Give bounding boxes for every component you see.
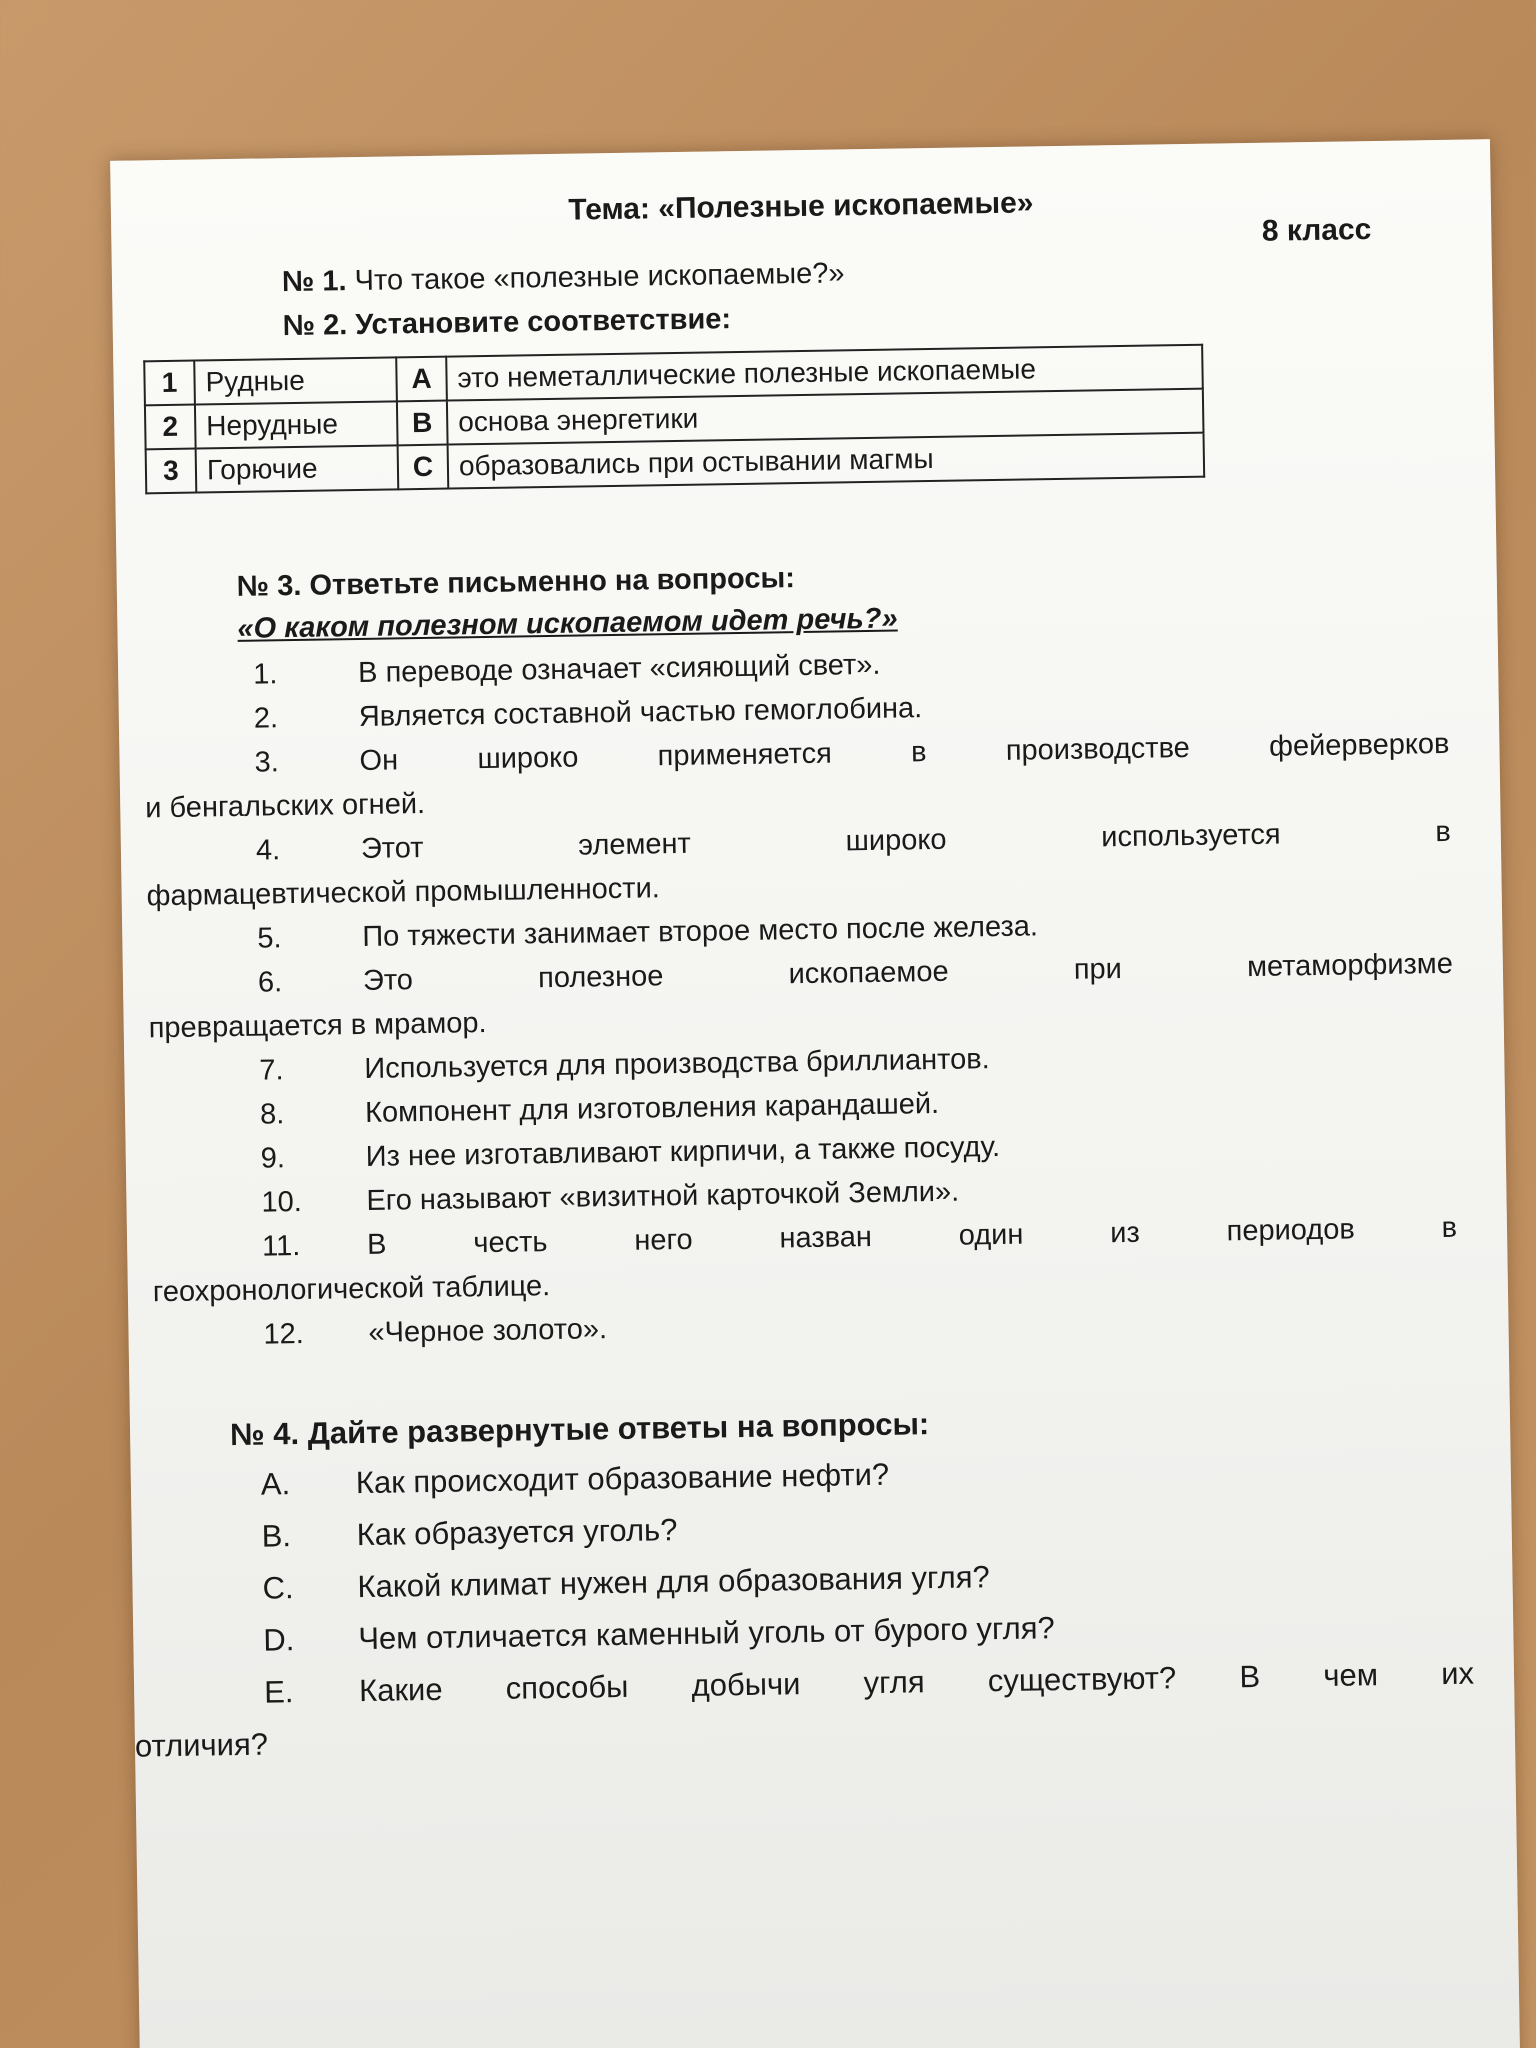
item-number: 4. bbox=[255, 834, 281, 867]
item-number: 11. bbox=[261, 1229, 301, 1263]
item-text: Этот элемент широко используется в bbox=[360, 815, 1452, 865]
table-cell-letter: A bbox=[396, 357, 447, 402]
question-2-text: Установите соответствие: bbox=[355, 303, 732, 342]
item-text: Используется для производства бриллиантов. bbox=[364, 1043, 990, 1085]
item-number: 1. bbox=[252, 658, 278, 691]
table-cell-kind: Рудные bbox=[194, 357, 397, 404]
table-cell-letter: C bbox=[398, 445, 449, 490]
grade-label: 8 класс bbox=[1261, 213, 1372, 248]
item-continuation: фармацевтической промышленности. bbox=[146, 872, 661, 913]
item-letter: D. bbox=[263, 1622, 295, 1658]
item-number: 6. bbox=[257, 966, 283, 999]
item-text: Компонент для изготовления карандашей. bbox=[364, 1087, 940, 1129]
item-number: 10. bbox=[261, 1185, 303, 1219]
item-number: 3. bbox=[254, 746, 279, 779]
page-title: Тема: «Полезные ископаемые» bbox=[568, 186, 1034, 227]
table-cell-description: образовались при остывании магмы bbox=[448, 433, 1205, 489]
table-cell-kind: Нерудные bbox=[195, 401, 398, 448]
item-number: 2. bbox=[253, 702, 279, 735]
item-number: 9. bbox=[260, 1142, 286, 1175]
matching-table bbox=[143, 344, 1205, 495]
item-text: Из нее изготавливают кирпичи, а также посуду. bbox=[365, 1130, 1001, 1173]
item-text: В честь него назван один из периодов в bbox=[366, 1211, 1458, 1261]
question-1 bbox=[282, 257, 845, 299]
item-text: «Черное золото». bbox=[368, 1313, 608, 1349]
item-continuation: и бенгальских огней. bbox=[145, 787, 426, 825]
item-text: Является составной частью гемоглобина. bbox=[358, 692, 923, 733]
list-item bbox=[128, 1299, 1509, 1365]
question-1-text: Что такое «полезные ископаемые?» bbox=[354, 257, 845, 298]
item-letter: E. bbox=[263, 1674, 294, 1710]
item-text: Какие способы добычи угля существуют? В чем их bbox=[358, 1655, 1475, 1709]
item-number: 7. bbox=[259, 1054, 284, 1087]
item-text: Он широко применяется в производстве фейерверков bbox=[359, 727, 1450, 777]
table-cell-description: это неметаллические полезные ископаемые bbox=[446, 345, 1203, 401]
question-3-text: Ответьте письменно на вопросы: bbox=[309, 562, 796, 602]
table-cell-number: 1 bbox=[144, 361, 195, 406]
item-letter: A. bbox=[260, 1466, 291, 1502]
question-4-title: № 4. Дайте развернутые ответы на вопросы: bbox=[229, 1406, 930, 1453]
item-number: 8. bbox=[259, 1098, 285, 1131]
item-text: Это полезное ископаемое при метаморфизме bbox=[362, 947, 1454, 997]
question-1-number: № 1. bbox=[281, 265, 347, 299]
question-2 bbox=[282, 303, 731, 343]
question-3-number: № 3. bbox=[236, 569, 302, 603]
item-number: 12. bbox=[263, 1317, 305, 1351]
question-3 bbox=[237, 562, 796, 604]
table-cell-kind: Горючие bbox=[196, 445, 399, 492]
item-continuation: отличия? bbox=[134, 1726, 269, 1764]
item-number: 5. bbox=[257, 922, 282, 955]
item-letter: B. bbox=[261, 1518, 292, 1554]
item-text: В переводе означает «сияющий свет». bbox=[357, 648, 881, 690]
worksheet-content bbox=[110, 139, 1490, 1764]
list-item bbox=[121, 815, 1502, 881]
item-text: Какой климат нужен для образования угля? bbox=[357, 1559, 991, 1605]
worksheet-paper bbox=[110, 139, 1521, 2048]
item-text: По тяжести занимает второе место после железа. bbox=[362, 910, 1039, 953]
question-3-subtitle: «О каком полезном ископаемом идет речь?» bbox=[237, 602, 898, 645]
item-text: Его называют «визитной карточкой Земли». bbox=[366, 1175, 960, 1217]
item-continuation: превращается в мрамор. bbox=[148, 1007, 487, 1045]
table-cell-number: 2 bbox=[145, 405, 196, 450]
question-2-number: № 2. bbox=[282, 309, 348, 343]
item-letter: C. bbox=[262, 1570, 294, 1606]
table-cell-number: 3 bbox=[146, 449, 197, 494]
item-continuation: геохронологической таблице. bbox=[152, 1270, 551, 1309]
item-text: Как происходит образование нефти? bbox=[355, 1456, 890, 1501]
table-cell-description: основа энергетики bbox=[447, 389, 1204, 445]
item-text: Как образуется уголь? bbox=[356, 1512, 678, 1553]
table-cell-letter: B bbox=[397, 401, 448, 446]
item-text: Чем отличается каменный уголь от бурого угля? bbox=[358, 1610, 1056, 1657]
